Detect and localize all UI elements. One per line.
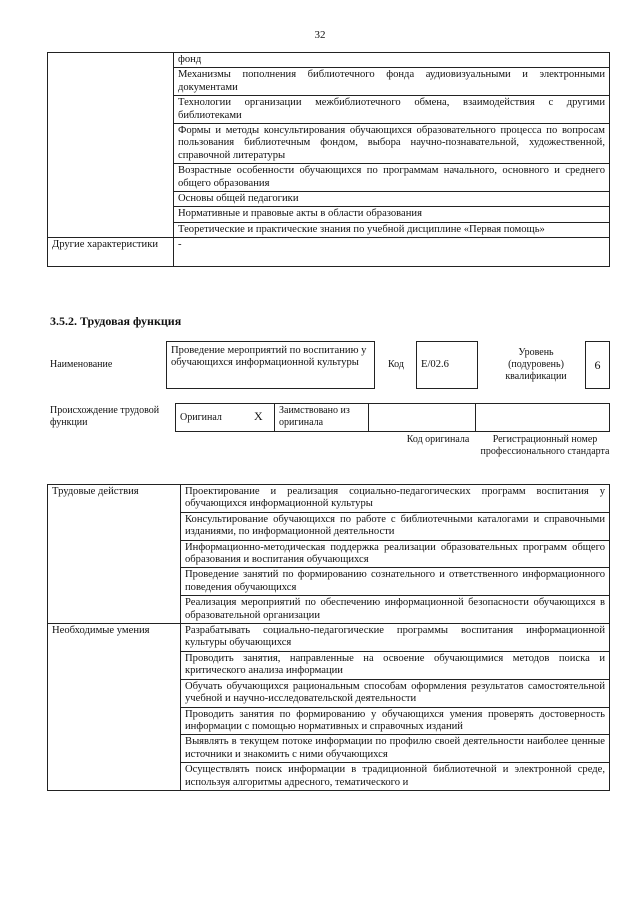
knowledge-item: Формы и методы консультирования обучающихся образовательного процесса по вопросам пользования библиотечным фондом, выбора научно-познавательной, художественной, справочной литературы [174,124,610,164]
knowledge-item: Теоретические и практические знания по учебной дисциплине «Первая помощь» [174,222,610,237]
original-label: Оригинал [180,412,222,423]
code-original-label: Код оригинала [406,434,470,445]
other-characteristics-value: - [174,238,610,267]
knowledge-item: Технологии организации межбиблиотечного обмена, взаимодействия с другими библиотеками [174,96,610,124]
table-row [48,53,610,68]
code-box: E/02.6 [416,341,478,389]
skill-item: Выявлять в текущем потоке информации по профилю своей деятельности наиболее ценные источники и знакомить с ними обучающихся [181,735,610,763]
level-label: Уровень (подуровень) квалификации [505,347,567,382]
original-box [175,403,275,432]
knowledge-item: фонд [174,53,610,68]
page-number: 32 [314,29,326,41]
knowledge-item: Возрастные особенности обучающихся по программам начального, основного и среднего общего образования [174,164,610,192]
origin-label: Происхождение трудовой функции [50,405,160,428]
knowledge-item: Механизмы пополнения библиотечного фонда аудиовизуальными и электронными документами [174,68,610,96]
section-heading: 3.5.2. Трудовая функция [50,314,182,328]
level-box: 6 [585,341,610,389]
table-row [48,485,610,513]
code-original-box [368,403,476,432]
labor-function-table [47,484,610,791]
original-mark: X [254,409,263,423]
skill-item: Осуществлять поиск информации в традиционной библиотечной и электронной среде, используя алгоритмы адресного, тематического и [181,763,610,791]
labor-action-item: Информационно-методическая поддержка реализации образовательных программ общего образования и воспитания обучающихся [181,540,610,568]
code-label: Код [388,359,404,370]
labor-actions-label: Трудовые действия [48,485,181,624]
knowledge-item: Нормативные и правовые акты в области образования [174,207,610,222]
skill-item: Проводить занятия, направленные на освоение обучающимися методов поиска и критического анализа информации [181,651,610,679]
required-skills-label: Необходимые умения [48,624,181,791]
labor-action-item: Проведение занятий по формированию сознательного и ответственного информационного поведения обучающихся [181,568,610,596]
skill-item: Разрабатывать социально-педагогические программы воспитания информационной культуры обучающихся [181,624,610,652]
labor-action-item: Реализация мероприятий по обеспечению информационной безопасности обучающихся в образовательной организации [181,596,610,624]
knowledge-table [47,52,610,267]
labor-action-item: Консультирование обучающихся по работе с библиотечными каталогами и справочными изданиями, по информационной деятельности [181,512,610,540]
skill-item: Обучать обучающихся рациональным способам оформления результатов самостоятельной учебной и научно-исследовательской деятельности [181,679,610,707]
function-name-box: Проведение мероприятий по воспитанию у обучающихся информационной культуры [166,341,375,389]
knowledge-item: Основы общей педагогики [174,192,610,207]
table-row [48,238,610,267]
reg-number-box [475,403,610,432]
other-characteristics-label: Другие характеристики [48,238,174,267]
table-row [48,624,610,652]
empty-left-cell [48,53,174,238]
borrowed-box: Заимствовано из оригинала [274,403,369,432]
reg-number-label: Регистрационный номер профессионального стандарта [480,434,610,457]
name-label: Наименование [50,359,113,370]
labor-action-item: Проектирование и реализация социально-педагогических программ воспитания у обучающихся информационной культуры [181,485,610,513]
skill-item: Проводить занятия по формированию у обучающихся умения проверять достоверность информации с помощью нормативных и справочных изданий [181,707,610,735]
